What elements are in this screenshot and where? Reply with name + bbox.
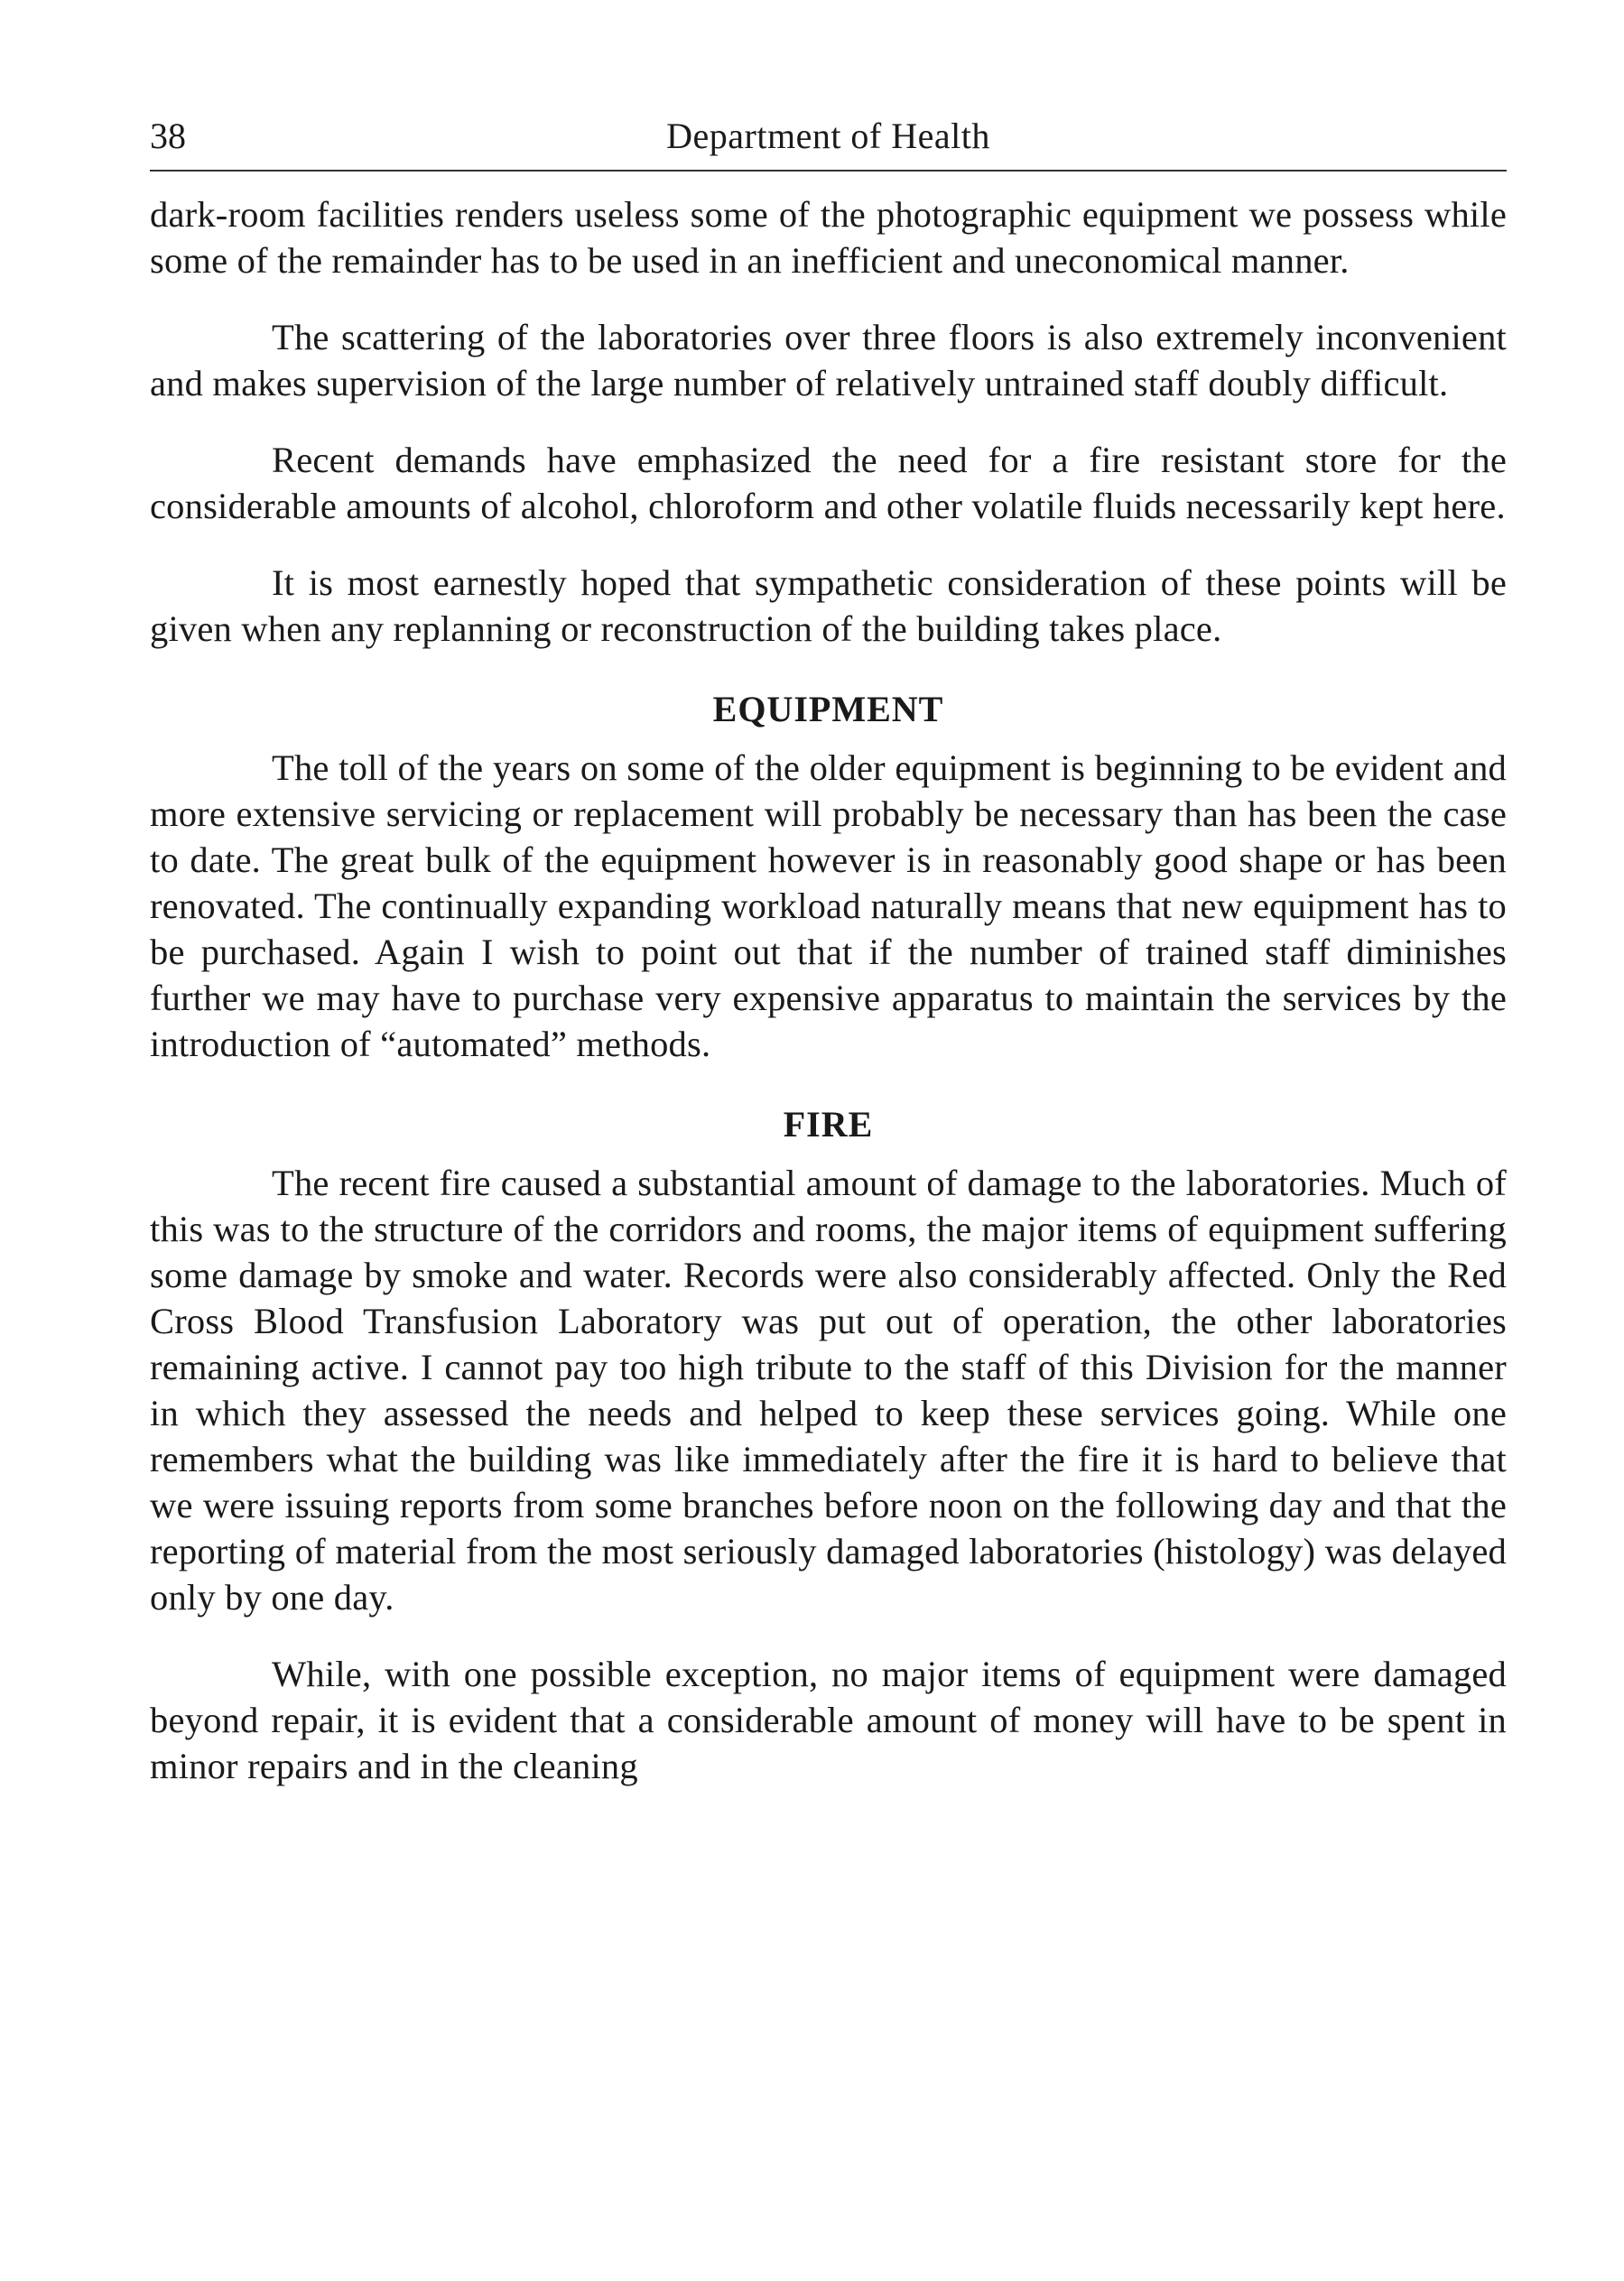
header-rule xyxy=(150,170,1507,172)
document-page xyxy=(150,108,1507,1789)
page-header xyxy=(150,108,1507,164)
paragraph-fire-store: Recent demands have emphasized the need for a fire resistant store for the considerable amounts of alcohol, chloroform and other volatile fluids necessarily kept here. xyxy=(150,440,1507,526)
heading-fire: FIRE xyxy=(783,1104,874,1145)
paragraph-scattering: The scattering of the laboratories over three floors is also extremely inconvenient and makes supervision of the large number of relatively untrained staff doubly difficult. xyxy=(150,317,1507,403)
paragraph-darkroom: dark-room facilities renders useless some of the photographic equipment we possess while some of the remainder has to be used in an inefficient and uneconomical manner. xyxy=(150,194,1507,281)
paragraph-fire-damage: The recent fire caused a substantial amount of damage to the laboratories. Much of this was to the structure of the corridors and rooms, the major items of equipment suffering some damage by smoke and water. Records were also considerably affected. Only the Red Cross Blood Transfusion Laboratory was put out of operation, the other laboratories remaining active. I cannot pay too high tribute to the staff of this Division for the manner in which they assessed the needs and helped to keep these services going. While one remembers what the building was like immediately after the fire it is hard to believe that we were issuing reports from some branches before noon on the following day and that the reporting of material from the most seriously damaged laboratories (histology) was delayed only by one day. xyxy=(150,1163,1507,1618)
paragraph-repairs: While, with one possible exception, no major items of equipment were damaged beyond repair, it is evident that a considerable amount of money will have to be spent in minor repairs and in the cleaning xyxy=(150,1654,1507,1786)
heading-equipment: EQUIPMENT xyxy=(712,689,944,729)
running-title: Department of Health xyxy=(666,116,990,156)
paragraph-equipment: The toll of the years on some of the older equipment is beginning to be evident and more extensive servicing or replacement will probably be necessary than has been the case to date. The great bulk of the equipment however is in reasonably good shape or has been renovated. The continually expanding workload naturally means that new equipment has to be purchased. Again I wish to point out that if the number of trained staff diminishes further we may have to purchase very expensive apparatus to maintain the services by the introduction of “automated” methods. xyxy=(150,747,1507,1064)
page-number: 38 xyxy=(150,116,186,156)
paragraph-replanning: It is most earnestly hoped that sympathetic consideration of these points will be given when any replanning or reconstruction of the building takes place. xyxy=(150,562,1507,649)
